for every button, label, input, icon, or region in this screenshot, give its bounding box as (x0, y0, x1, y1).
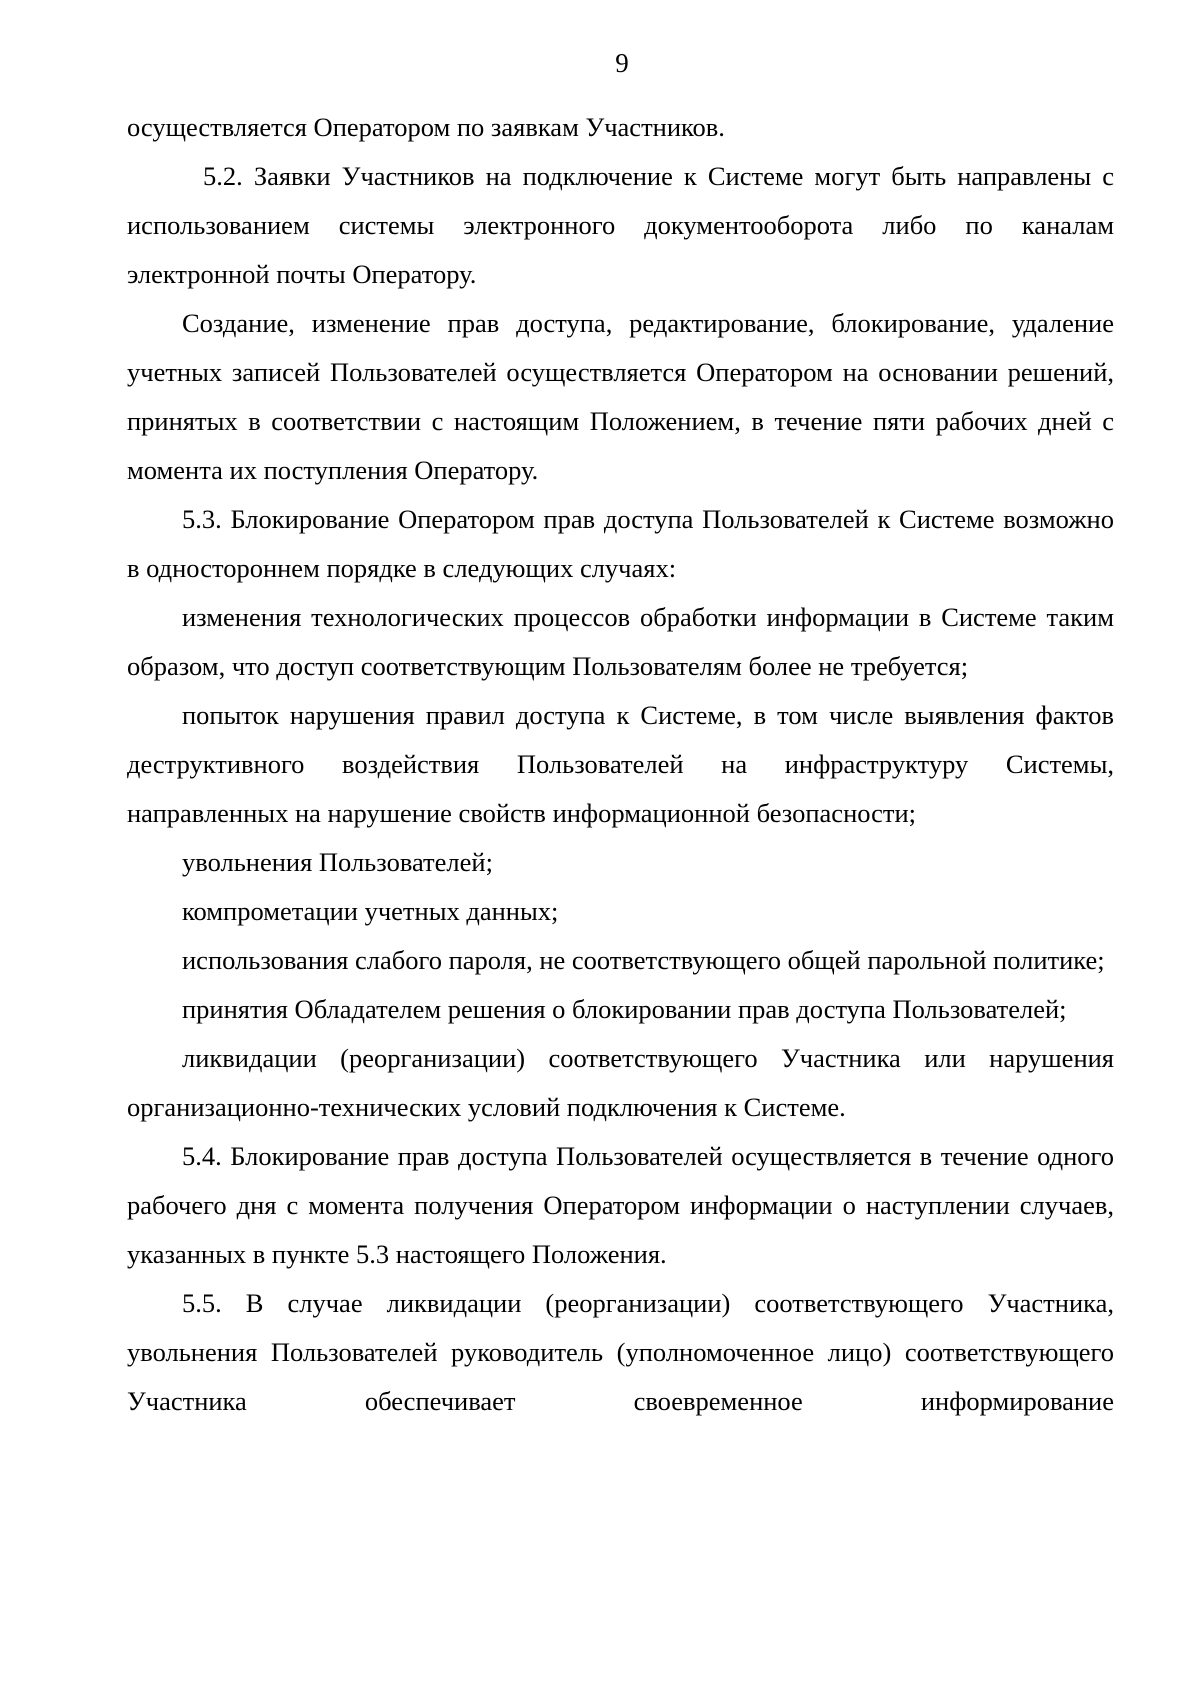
list-item-process-change: изменения технологических процессов обработки информации в Системе таким образом, что доступ соответствующим Пользователям более не требуется; (127, 602, 1114, 681)
list-item-liquidation: ликвидации (реорганизации) соответствующего Участника или нарушения организационно-технических условий подключения к Системе. (127, 1043, 1114, 1122)
paragraph-account-management: Создание, изменение прав доступа, редактирование, блокирование, удаление учетных записей Пользователей осуществляется Оператором на основании решений, принятых в соответствии с настоящим Положением, в течение пяти рабочих дней с момента их поступления Оператору. (127, 308, 1114, 485)
paragraph-5-4: 5.4. Блокирование прав доступа Пользователей осуществляется в течение одного рабочего дня с момента получения Оператором информации о наступлении случаев, указанных в пункте 5.3 настоящего Положения. (127, 1141, 1114, 1269)
list-item-credential-compromise: компрометации учетных данных; (182, 896, 559, 926)
list-item-weak-password: использования слабого пароля, не соответствующего общей парольной политике; (182, 945, 1105, 975)
paragraph-continuation: осуществляется Оператором по заявкам Участников. (127, 112, 725, 142)
paragraph-5-5: 5.5. В случае ликвидации (реорганизации) соответствующего Участника, увольнения Пользователей руководитель (уполномоченное лицо) соответствующего Участника обеспечивает своевременное информирование (127, 1288, 1114, 1416)
list-item-owner-decision: принятия Обладателем решения о блокировании прав доступа Пользователей; (182, 994, 1067, 1024)
list-item-access-violation: попыток нарушения правил доступа к Системе, в том числе выявления фактов деструктивного воздействия Пользователей на инфраструктуру Системы, направленных на нарушение свойств информационной безопасности; (127, 700, 1114, 828)
list-item-dismissal: увольнения Пользователей; (182, 847, 493, 877)
paragraph-5-3: 5.3. Блокирование Оператором прав доступа Пользователей к Системе возможно в одностороннем порядке в следующих случаях: (127, 504, 1114, 583)
page-number: 9 (615, 48, 629, 78)
paragraph-5-2: 5.2. Заявки Участников на подключение к Системе могут быть направлены с использованием системы электронного документооборота либо по каналам электронной почты Оператору. (127, 161, 1114, 289)
document-body (127, 103, 1114, 1426)
